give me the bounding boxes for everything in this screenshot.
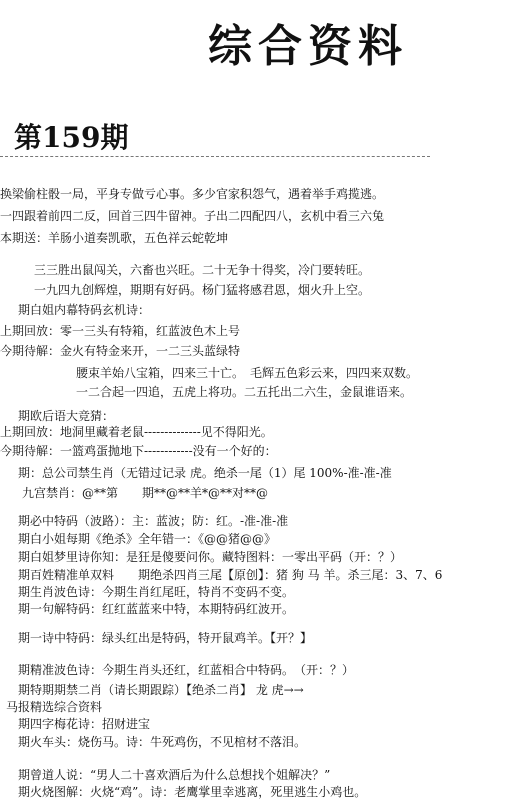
page-title: 综合资料 xyxy=(208,21,408,72)
text-line: 期白小姐每期《绝杀》全年错一：《@@猪@@》 xyxy=(18,532,277,546)
text-line: 期白姐梦里诗你知：是狂是傻要问你。藏特图料：一零出平码（开：？） xyxy=(18,550,403,564)
text-line: 上期回放：零一三头有特箱，红蓝波色木上号 xyxy=(0,324,241,338)
text-line: 期白姐内幕特码玄机诗： xyxy=(18,303,151,317)
text-line: 期特期期禁二肖（请长期跟踪）【绝杀二肖】 龙 虎→→ xyxy=(18,683,304,697)
text-line: 三三胜出鼠闯关，六畜也兴旺。二十无争十得奖，冷门要转旺。 xyxy=(34,263,371,277)
text-line: 期：总公司禁生肖（无错过记录 虎。绝杀一尾（1）尾 100%-准-准-准 xyxy=(18,466,392,480)
issue-number: 第159期 xyxy=(14,121,129,154)
text-line: 期曾道人说：“男人二十喜欢酒后为什么总想找个姐解决？” xyxy=(18,768,331,782)
text-line: 换梁偷柱骰一局，平身专做亏心事。多少官家积怨气，遇着举手鸡揽逃。 xyxy=(0,187,385,201)
divider xyxy=(0,156,430,157)
text-line: 期百姓精准单双料 期绝杀四肖三尾【原创】：猪 狗 马 羊。杀三尾：3、7、6 xyxy=(18,568,443,582)
text-line: 期一诗中特码：绿头红出是特码，特开鼠鸡羊。【开？】 xyxy=(18,631,313,645)
text-line: 一二合起一四追，五虎上将功。二五托出二六生，金鼠谁语来。 xyxy=(76,385,413,399)
text-line: 期必中特码（波路）：主：蓝波；防：红。-准-准-准 xyxy=(18,514,289,528)
text-line: 期火车头：烧伤马。诗：牛死鸡伤，不见棺材不落泪。 xyxy=(18,735,307,749)
text-line: 马报精选综合资料 xyxy=(6,700,103,714)
text-line: 本期送：羊肠小道奏凯歌，五色祥云蛇乾坤 xyxy=(0,231,229,245)
text-line: 上期回放：地洞里藏着老鼠--------------见不得阳光。 xyxy=(0,425,273,439)
text-line: 期四字梅花诗：招财进宝 xyxy=(18,717,151,731)
text-line: 期生肖波色诗：今期生肖红尾旺，特肖不变码不变。 xyxy=(18,585,295,599)
text-line: 期一句解特码：红红蓝蓝来中特，本期特码红波开。 xyxy=(18,602,295,616)
text-line: 期精准波色诗：今期生肖头还红，红蓝相合中特码。 （开：？） xyxy=(18,663,355,677)
text-line: 期欧后语大竞猜： xyxy=(18,409,115,423)
text-line: 九宫禁肖：@**第 期**@**羊*@**对**@ xyxy=(22,486,269,500)
text-line: 一九四九创辉煌，期期有好码。杨门猛将感君恩，烟火升上空。 xyxy=(34,283,371,297)
text-line: 期火烧图解：火烧“鸡”。诗：老鹰掌里幸逃离，死里逃生小鸡也。 xyxy=(18,785,367,799)
text-line: 今期待解：金火有特金来开，一二三头蓝绿特 xyxy=(0,344,241,358)
text-line: 腰束羊始八宝箱，四来三十亡。 毛辉五色彩云来，四四来双数。 xyxy=(76,366,419,380)
text-line: 一四跟着前四二反，回首三四牛留神。子出二四配四八，玄机中看三六兔 xyxy=(0,209,385,223)
text-line: 今期待解：一篮鸡蛋抛地下------------没有一个好的： xyxy=(0,444,277,458)
